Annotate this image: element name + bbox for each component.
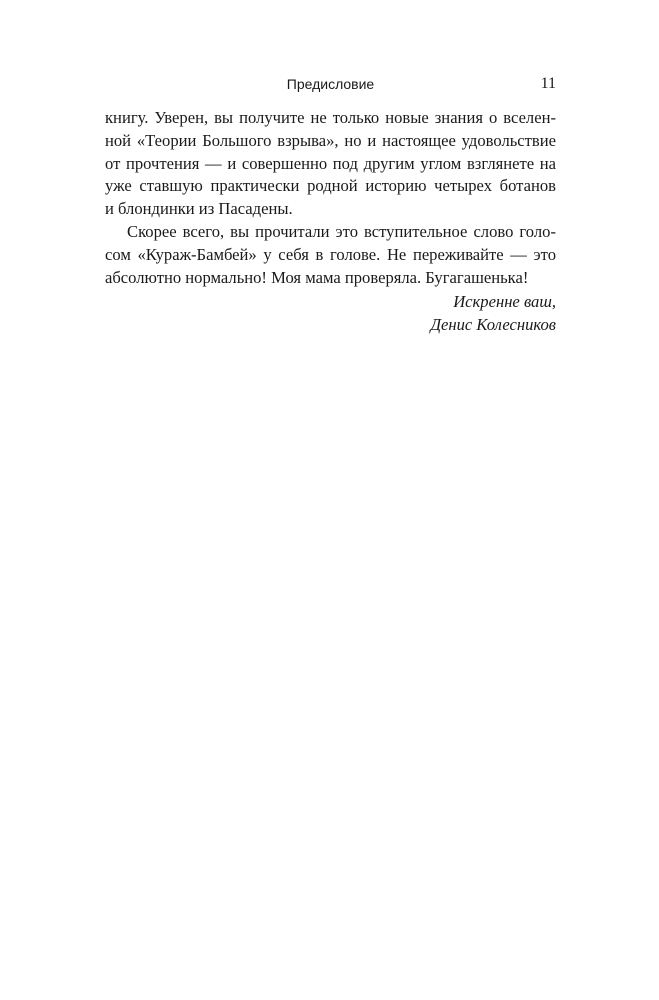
signature [430,291,556,337]
text-line: уже ставшую практически родной историю четырех ботанов [105,176,556,196]
signature-closing: Искренне ваш, [453,292,556,311]
text-line: от прочтения — и совершенно под другим углом взглянете на [105,153,556,173]
text-line: Скорее всего, вы прочитали это вступительное слово голо- [127,221,556,241]
body-text [105,107,556,289]
paragraph [105,221,556,289]
text-line: и блондинки из Пасадены. [105,199,293,219]
running-head [105,74,556,94]
page-number: 11 [540,75,556,92]
signature-name: Денис Колесников [430,314,556,334]
text-line: сом «Кураж-Бамбей» у себя в голове. Не переживайте — это [105,244,556,264]
text-line: абсолютно нормально! Моя мама проверяла. Бугагашенька! [105,267,529,287]
running-title: Предисловие [286,76,375,92]
text-line: книгу. Уверен, вы получите не только новые знания о вселен- [105,108,556,127]
text-line: ной «Теории Большого взрыва», но и настоящее удовольствие [105,130,556,150]
paragraph [105,107,556,221]
